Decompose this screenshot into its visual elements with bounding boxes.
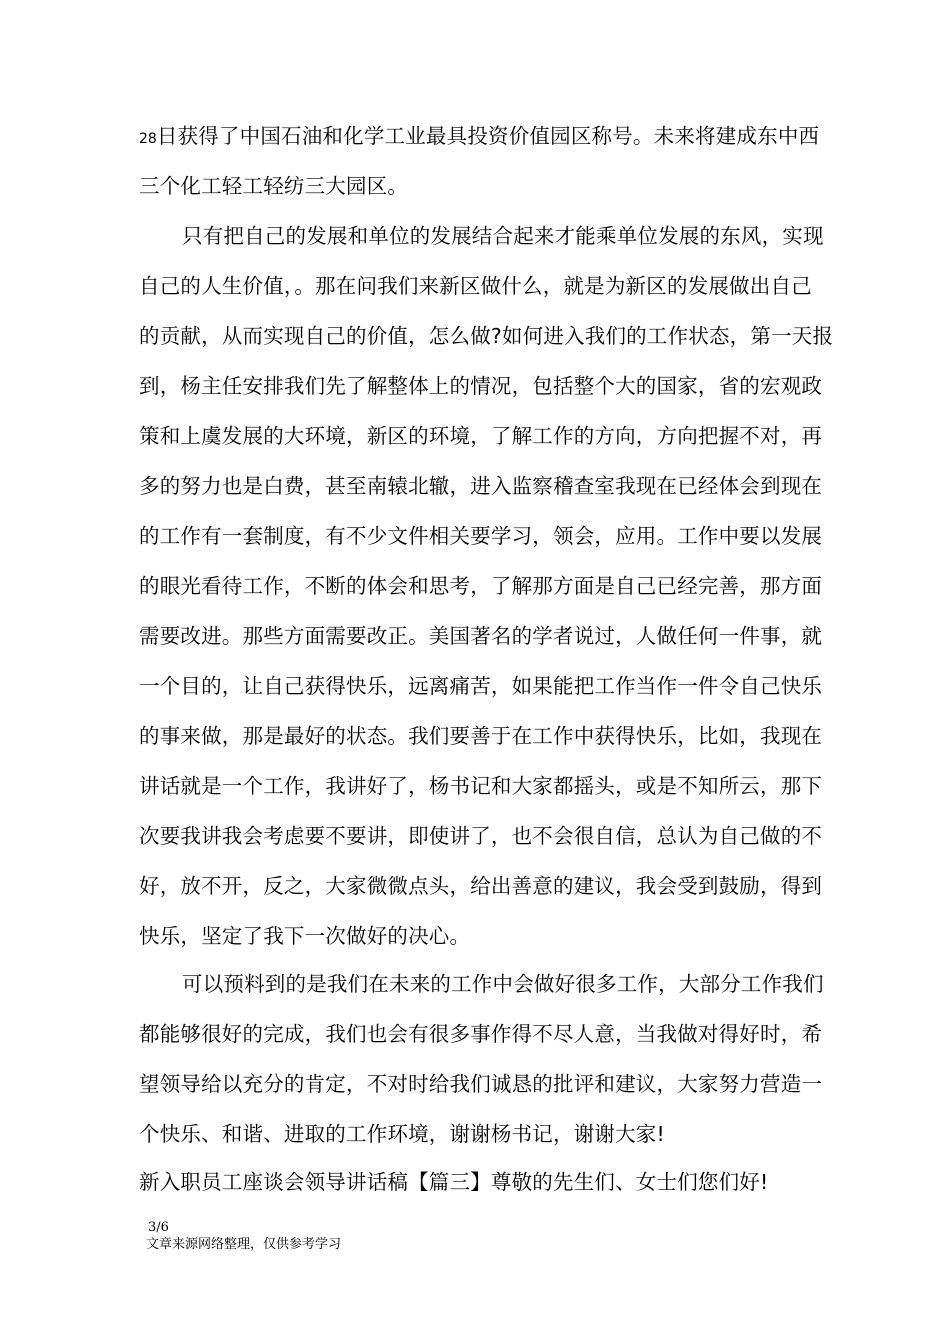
text-line-content: 日获得了中国石油和化学工业最具投资价值园区称号。未来将建成东中西 bbox=[156, 124, 820, 148]
text-line: 讲话就是一个工作，我讲好了，杨书记和大家都摇头，或是不知所云，那下 bbox=[139, 774, 823, 798]
text-line: 需要改进。那些方面需要改正。美国著名的学者说过，人做任何一件事，就 bbox=[139, 624, 823, 648]
text-line: 的事来做，那是最好的状态。我们要善于在工作中获得快乐，比如，我现在 bbox=[139, 724, 823, 748]
text-line bbox=[139, 122, 819, 153]
paragraph-first-line: 只有把自己的发展和单位的发展结合起来才能乘单位发展的东风，实现 bbox=[182, 224, 824, 248]
text-line: 多的努力也是白费，甚至南辕北辙，进入监察稽查室我现在已经体会到现在 bbox=[139, 474, 823, 498]
source-note: 文章来源网络整理，仅供参考学习 bbox=[146, 1237, 342, 1252]
paragraph-first-line: 可以预料到的是我们在未来的工作中会做好很多工作，大部分工作我们 bbox=[182, 972, 824, 996]
text-line: 的眼光看待工作，不断的体会和思考，了解那方面是自己已经完善，那方面 bbox=[139, 574, 823, 598]
text-line: 自己的人生价值，。那在问我们来新区做什么，就是为新区的发展做出自己 bbox=[139, 274, 812, 298]
text-line: 个快乐、和谐、进取的工作环境，谢谢杨书记，谢谢大家! bbox=[139, 1122, 665, 1146]
text-line: 快乐，坚定了我下一次做好的决心。 bbox=[139, 924, 471, 948]
text-line: 次要我讲我会考虑要不要讲，即使讲了，也不会很自信，总认为自己做的不 bbox=[139, 824, 823, 848]
text-line: 都能够很好的完成，我们也会有很多事作得不尽人意，当我做对得好时，希 bbox=[139, 1022, 823, 1046]
text-line: 一个目的，让自己获得快乐，远离痛苦，如果能把工作当作一件令自己快乐 bbox=[139, 674, 823, 698]
text-line: 到，杨主任安排我们先了解整体上的情况，包括整个大的国家，省的宏观政 bbox=[139, 374, 823, 398]
text-line: 策和上虞发展的大环境，新区的环境，了解工作的方向，方向把握不对，再 bbox=[139, 424, 823, 448]
page-number: 3/6 bbox=[148, 1220, 169, 1235]
text-line: 望领导给以充分的肯定，不对时给我们诚恳的批评和建议，大家努力营造一 bbox=[139, 1072, 823, 1096]
text-line: 的工作有一套制度，有不少文件相关要学习，领会，应用。工作中要以发展 bbox=[139, 524, 823, 548]
text-line: 的贡献，从而实现自己的价值，怎么做?如何进入我们的工作状态，第一天报 bbox=[139, 324, 834, 348]
text-line: 好，放不开，反之，大家微微点头，给出善意的建议，我会受到鼓励，得到 bbox=[139, 874, 823, 898]
text-line-number-prefix: 28 bbox=[139, 131, 157, 147]
text-line: 三个化工轻工轻纺三大园区。 bbox=[139, 174, 409, 198]
section-heading-line: 新入职员工座谈会领导讲话稿【篇三】尊敬的先生们、女士们您们好! bbox=[139, 1170, 769, 1194]
